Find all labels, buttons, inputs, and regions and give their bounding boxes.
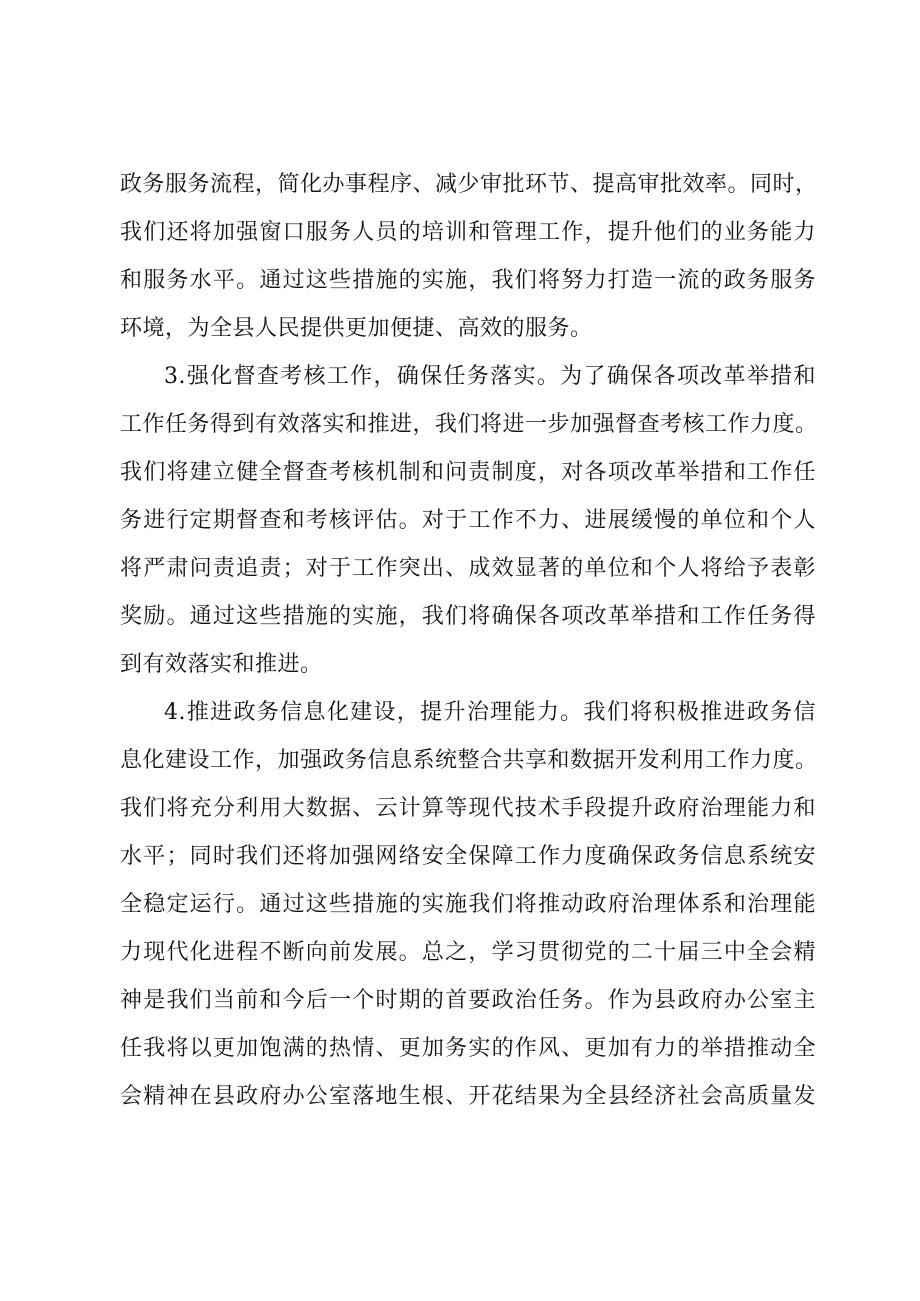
text-line: 务进行定期督查和考核评估。对于工作不力、进展缓慢的单位和个人 bbox=[120, 508, 816, 533]
text-line: 水平；同时我们还将加强网络安全保障工作力度确保政务信息系统安 bbox=[120, 844, 816, 869]
text-line: 工作任务得到有效落实和推进，我们将进一步加强督查考核工作力度。 bbox=[120, 412, 818, 437]
text-line: 政务服务流程，简化办事程序、减少审批环节、提高审批效率。同时， bbox=[120, 172, 818, 197]
text-line: 力现代化进程不断向前发展。总之，学习贯彻党的二十届三中全会精 bbox=[120, 940, 816, 965]
text-line: 到有效落实和推进。 bbox=[120, 652, 323, 677]
document-body bbox=[120, 161, 816, 1121]
section-heading-line: 3.强化督查考核工作，确保任务落实。为了确保各项改革举措和 bbox=[164, 364, 816, 389]
text-line: 我们将充分利用大数据、云计算等现代技术手段提升政府治理能力和 bbox=[120, 796, 816, 821]
section-heading-line: 4.推进政务信息化建设，提升治理能力。我们将积极推进政务信 bbox=[164, 700, 816, 725]
text-line: 息化建设工作，加强政务信息系统整合共享和数据开发利用工作力度。 bbox=[120, 748, 818, 773]
text-line: 和服务水平。通过这些措施的实施，我们将努力打造一流的政务服务 bbox=[120, 268, 816, 293]
text-line: 全稳定运行。通过这些措施的实施我们将推动政府治理体系和治理能 bbox=[120, 892, 816, 917]
text-line: 会精神在县政府办公室落地生根、开花结果为全县经济社会高质量发 bbox=[120, 1084, 816, 1109]
text-line: 神是我们当前和今后一个时期的首要政治任务。作为县政府办公室主 bbox=[120, 988, 816, 1013]
text-line: 环境，为全县人民提供更加便捷、高效的服务。 bbox=[120, 316, 593, 341]
text-line: 将严肃问责追责；对于工作突出、成效显著的单位和个人将给予表彰 bbox=[120, 556, 816, 581]
text-line: 任我将以更加饱满的热情、更加务实的作风、更加有力的举措推动全 bbox=[120, 1036, 816, 1061]
text-line: 我们还将加强窗口服务人员的培训和管理工作，提升他们的业务能力 bbox=[120, 220, 816, 245]
text-line: 奖励。通过这些措施的实施，我们将确保各项改革举措和工作任务得 bbox=[120, 604, 816, 629]
text-line: 我们将建立健全督查考核机制和问责制度，对各项改革举措和工作任 bbox=[120, 460, 816, 485]
